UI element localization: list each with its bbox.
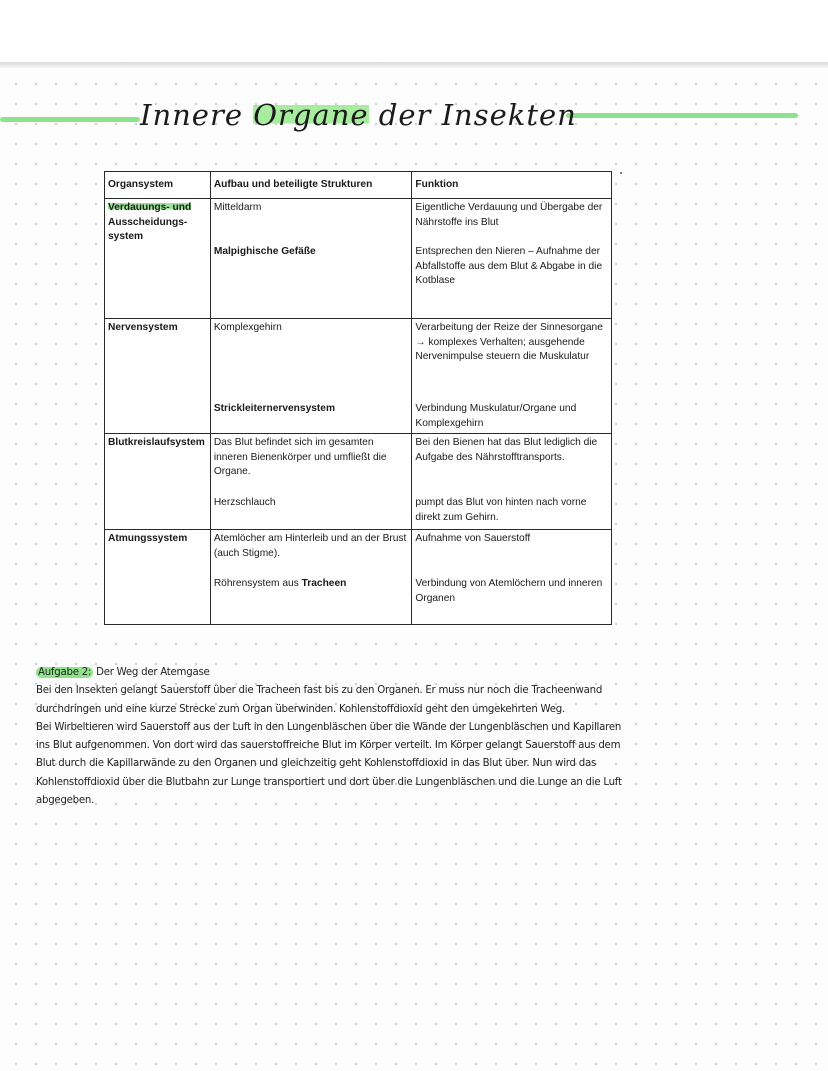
function-cell [412, 530, 612, 625]
structure-text: Herzschlauch [213, 497, 276, 509]
structure-text [214, 577, 410, 592]
table-row [105, 319, 612, 434]
structure-text: Malpighische Gefäße [213, 246, 316, 257]
structure-text: Atemlöcher am Hinterleib und an der Brust (auch Stigme). [213, 533, 407, 559]
organ-cell [105, 199, 211, 319]
function-text: Verarbeitung der Reize der Sinnesorgane → komplexes Verhalten; ausgehende Nervenimpulse steuern die Muskulatur [415, 322, 603, 363]
stray-dot [620, 172, 622, 174]
title-left-underline [0, 117, 140, 122]
task-paragraph-insects: Bei den Insekten gelangt Sauerstoff über die Tracheen fast bis zu den Organen. Er muss nur noch die Tracheenwand durchdringen und eine kurze Strecke zum Organ überwinden. Kohlenstoffdioxid geht den umgekehrten Weg. [36, 685, 603, 715]
function-text: Aufnahme von Sauerstoff [415, 533, 531, 545]
function-text: Eigentliche Verdauung und Übergabe der Nährstoffe ins Blut [415, 202, 603, 228]
header-function: Funktion [412, 172, 612, 199]
structure-cell [210, 199, 412, 319]
header-structures: Aufbau und beteiligte Strukturen [210, 172, 412, 199]
title-right-underline [566, 113, 798, 118]
function-text: pumpt das Blut von hinten nach vorne direkt zum Gehirn. [415, 497, 587, 523]
organ-cell: Atmungssystem [105, 530, 211, 625]
task-paragraph-vertebrates: Bei Wirbeltieren wird Sauerstoff aus der Luft in den Lungenbläschen über die Wände der Lungenbläschen und Kapillaren ins Blut aufgenommen. Von dort wird das sauerstoffreiche Blut im Körper verteilt. Im Körper gelangt Sauerstoff aus dem Blut durch die Kapillarwände zu den Organen und gleichzeitig geht Kohlenstoffdioxid in das Blut über. Nun wird das Kohlenstoffdioxid über die Blutbahn zur Lunge transportiert und dort über die Lungenbläschen und die Lunge an die Luft abgegeben. [36, 721, 622, 807]
organ-name-rest: Ausscheidungs-system [108, 216, 188, 243]
title-word-1: Innere [140, 98, 243, 132]
organ-cell: Nervensystem [105, 319, 211, 434]
function-cell [412, 319, 612, 434]
table-header-row [105, 172, 612, 199]
table-row [105, 199, 612, 319]
function-text: Entsprechen den Nieren – Aufnahme der Abfallstoffe aus dem Blut & Abgabe in die Kotblase [415, 246, 603, 287]
function-cell [412, 199, 612, 319]
title-word-2-highlighted: Organe [253, 98, 369, 132]
task-label: Aufgabe 2: [38, 667, 92, 678]
structure-text: Komplexgehirn [213, 322, 282, 333]
app-top-bar [0, 0, 828, 62]
function-text: Bei den Bienen hat das Blut lediglich die Aufgabe des Nährstofftransports. [415, 437, 598, 463]
structure-cell [210, 319, 412, 434]
function-text: Verbindung Muskulatur/Organe und Komplexgehirn [415, 403, 577, 429]
structure-text: Strickleiternervensystem [213, 403, 336, 414]
organ-table [104, 171, 612, 625]
structure-text: Das Blut befindet sich im gesamten inneren Bienenkörper und umfließt die Organe. [213, 437, 387, 478]
organ-name-highlight: Verdauungs- und [108, 202, 192, 213]
table-row [105, 434, 612, 530]
table-row [105, 530, 612, 625]
structure-cell [210, 530, 412, 625]
task-heading: Der Weg der Atemgase [96, 667, 210, 678]
structure-cell [210, 434, 412, 530]
structure-bold-term: Tracheen [301, 578, 347, 590]
title-word-3: der Insekten [378, 98, 577, 132]
task-block [36, 664, 636, 810]
function-cell [412, 434, 612, 530]
function-text: Verbindung von Atemlöchern und inneren Organen [415, 578, 603, 604]
structure-text: Mitteldarm [213, 202, 262, 213]
page-title [140, 98, 577, 138]
organ-cell: Blutkreislaufsystem [105, 434, 211, 530]
header-organsystem: Organsystem [105, 172, 211, 199]
structure-prefix: Röhrensystem aus [213, 578, 299, 590]
task-heading-line [36, 664, 636, 682]
